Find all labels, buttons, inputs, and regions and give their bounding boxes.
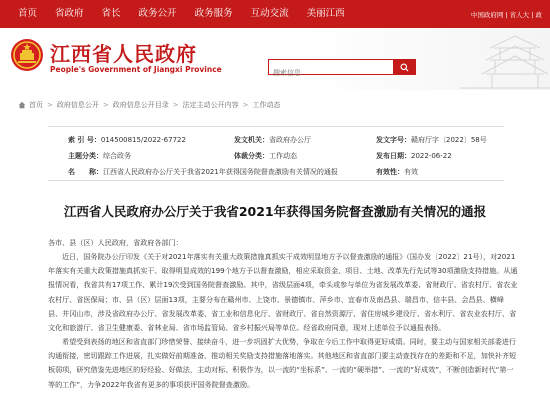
document-metadata bbox=[48, 126, 504, 181]
site-title[interactable]: 江西省人民政府 bbox=[50, 42, 197, 66]
validity-label: 有效性： bbox=[376, 168, 404, 176]
document-number bbox=[376, 135, 487, 145]
site-subtitle: People's Government of Jiangxi Province bbox=[50, 65, 222, 74]
home-icon bbox=[18, 101, 26, 109]
index-number bbox=[68, 135, 186, 145]
issuing-authority-value: 省政府办公厅 bbox=[269, 136, 311, 144]
breadcrumb-government-info[interactable]: 政府信息公开 bbox=[56, 101, 99, 109]
index-number-value: 014500815/2022-67722 bbox=[100, 136, 186, 144]
search-icon bbox=[400, 63, 409, 72]
topic-category bbox=[68, 151, 131, 161]
breadcrumb-separator: > bbox=[47, 101, 53, 109]
genre-category-value: 工作动态 bbox=[269, 152, 297, 160]
breadcrumb-statutory-content[interactable]: 法定主动公开内容 bbox=[182, 101, 239, 109]
genre-category-label: 体裁分类： bbox=[234, 152, 269, 160]
breadcrumb-home[interactable]: 首页 bbox=[29, 101, 43, 109]
salutation: 各市、县（区）人民政府，省政府各部门： bbox=[48, 238, 183, 247]
validity-value: 有效 bbox=[404, 168, 418, 176]
publish-date-label: 发布日期： bbox=[376, 152, 411, 160]
nav-interaction[interactable]: 互动交流 bbox=[250, 8, 289, 19]
search-button[interactable] bbox=[393, 60, 415, 74]
body-paragraph-2: 希望受到表扬的地区和省直部门珍惜荣誉、接续奋斗，进一步巩固扩大优势，争取在今后工作中取得更好成绩。同时，要主动与国家相关部委进行沟通衔接，密切跟踪工作进展，扎实做好前期准备，推动相关奖励支持措施落地落实。其他地区和省直部门要主动查找存在的差距和不足，加快补齐短板弱项，研究借鉴先进地区的好经验、好做法，主动对标、积极作为，以一流的“坐标系”、一流的“硬举措”、一流的“好成效”，不断创造新时代“第一等的工作”，力争2022年我省有更多的事项获评国务院督查激励。 bbox=[48, 337, 517, 389]
site-header bbox=[0, 28, 550, 90]
pavilion-illustration bbox=[420, 28, 550, 90]
topic-category-value: 综合政务 bbox=[103, 152, 131, 160]
publish-date bbox=[376, 151, 452, 161]
breadcrumb bbox=[18, 100, 281, 110]
external-links-text[interactable]: 中国政府网 | 省人大 | 政 bbox=[470, 10, 542, 19]
nav-government-affairs[interactable]: 政务公开 bbox=[138, 8, 177, 19]
topic-category-label: 主题分类： bbox=[68, 152, 103, 160]
issuing-authority-label: 发文机关： bbox=[234, 136, 269, 144]
search-input[interactable] bbox=[269, 66, 387, 80]
breadcrumb-info-catalog[interactable]: 政府信息公开目录 bbox=[112, 101, 169, 109]
top-navigation bbox=[0, 0, 550, 28]
breadcrumb-separator: > bbox=[172, 101, 179, 109]
nav-government-services[interactable]: 政务服务 bbox=[194, 8, 233, 19]
national-emblem-icon bbox=[10, 38, 44, 72]
nav-provincial-government[interactable]: 省政府 bbox=[55, 8, 84, 19]
index-number-label: 索 引 号： bbox=[68, 136, 101, 144]
nav-governor[interactable]: 省长 bbox=[101, 8, 121, 19]
document-number-value: 赣府厅字〔2022〕58号 bbox=[411, 136, 487, 144]
breadcrumb-work-news[interactable]: 工作动态 bbox=[252, 101, 281, 109]
nav-beautiful-jiangxi[interactable]: 美丽江西 bbox=[306, 8, 345, 19]
breadcrumb-separator: > bbox=[102, 101, 109, 109]
issuing-authority bbox=[234, 135, 311, 145]
body-paragraph-1: 近日，国务院办公厅印发《关于对2021年落实有关重大政策措施真抓实干成效明显地方予以督查激励的通报》（国办发〔2022〕21号），对2021年落实有关重大政策措施真抓实干、取得明显成效的199个地方予以督查激励，相应采取资金、项目、土地、改革先行先试等30项激励支持措施。从通报情况看，我省共有17项工作、累计19次受到国务院督查激励。其中，省级层面4项，牵头或参与单位为省发展改革委、省财政厅、省农村厅、省农业农村厅、省医保局；市、县（区）层面13项，主要分布在赣州市、上饶市、景德镇市、萍乡市、宜春市及南昌县、瑞昌市、信丰县、会昌县、横峰县、井冈山市，涉及省政府办公厅、省发展改革委、省工业和信息化厅、省财政厅、省自然资源厅、省住房城乡建设厅、省水利厅、省农业农村厅、省文化和旅游厅、省卫生健康委、省林业局、省市场监管局、省乡村振兴局等单位。经省政府同意，现对上述单位予以通报表扬。 bbox=[48, 252, 518, 333]
validity bbox=[376, 167, 418, 177]
nav-home[interactable]: 首页 bbox=[18, 8, 38, 19]
document-name-label: 名 称： bbox=[68, 168, 103, 176]
document-number-label: 发文字号： bbox=[376, 136, 411, 144]
genre-category bbox=[234, 151, 297, 161]
external-links bbox=[469, 0, 542, 28]
search-box bbox=[268, 59, 416, 75]
breadcrumb-separator: > bbox=[242, 101, 249, 109]
document-name bbox=[68, 167, 338, 177]
publish-date-value: 2022-06-22 bbox=[411, 152, 452, 160]
document-name-value: 江西省人民政府办公厅关于我省2021年获得国务院督查激励有关情况的通报 bbox=[103, 168, 338, 176]
document-title: 江西省人民政府办公厅关于我省2021年获得国务院督查激励有关情况的通报 bbox=[63, 204, 487, 219]
